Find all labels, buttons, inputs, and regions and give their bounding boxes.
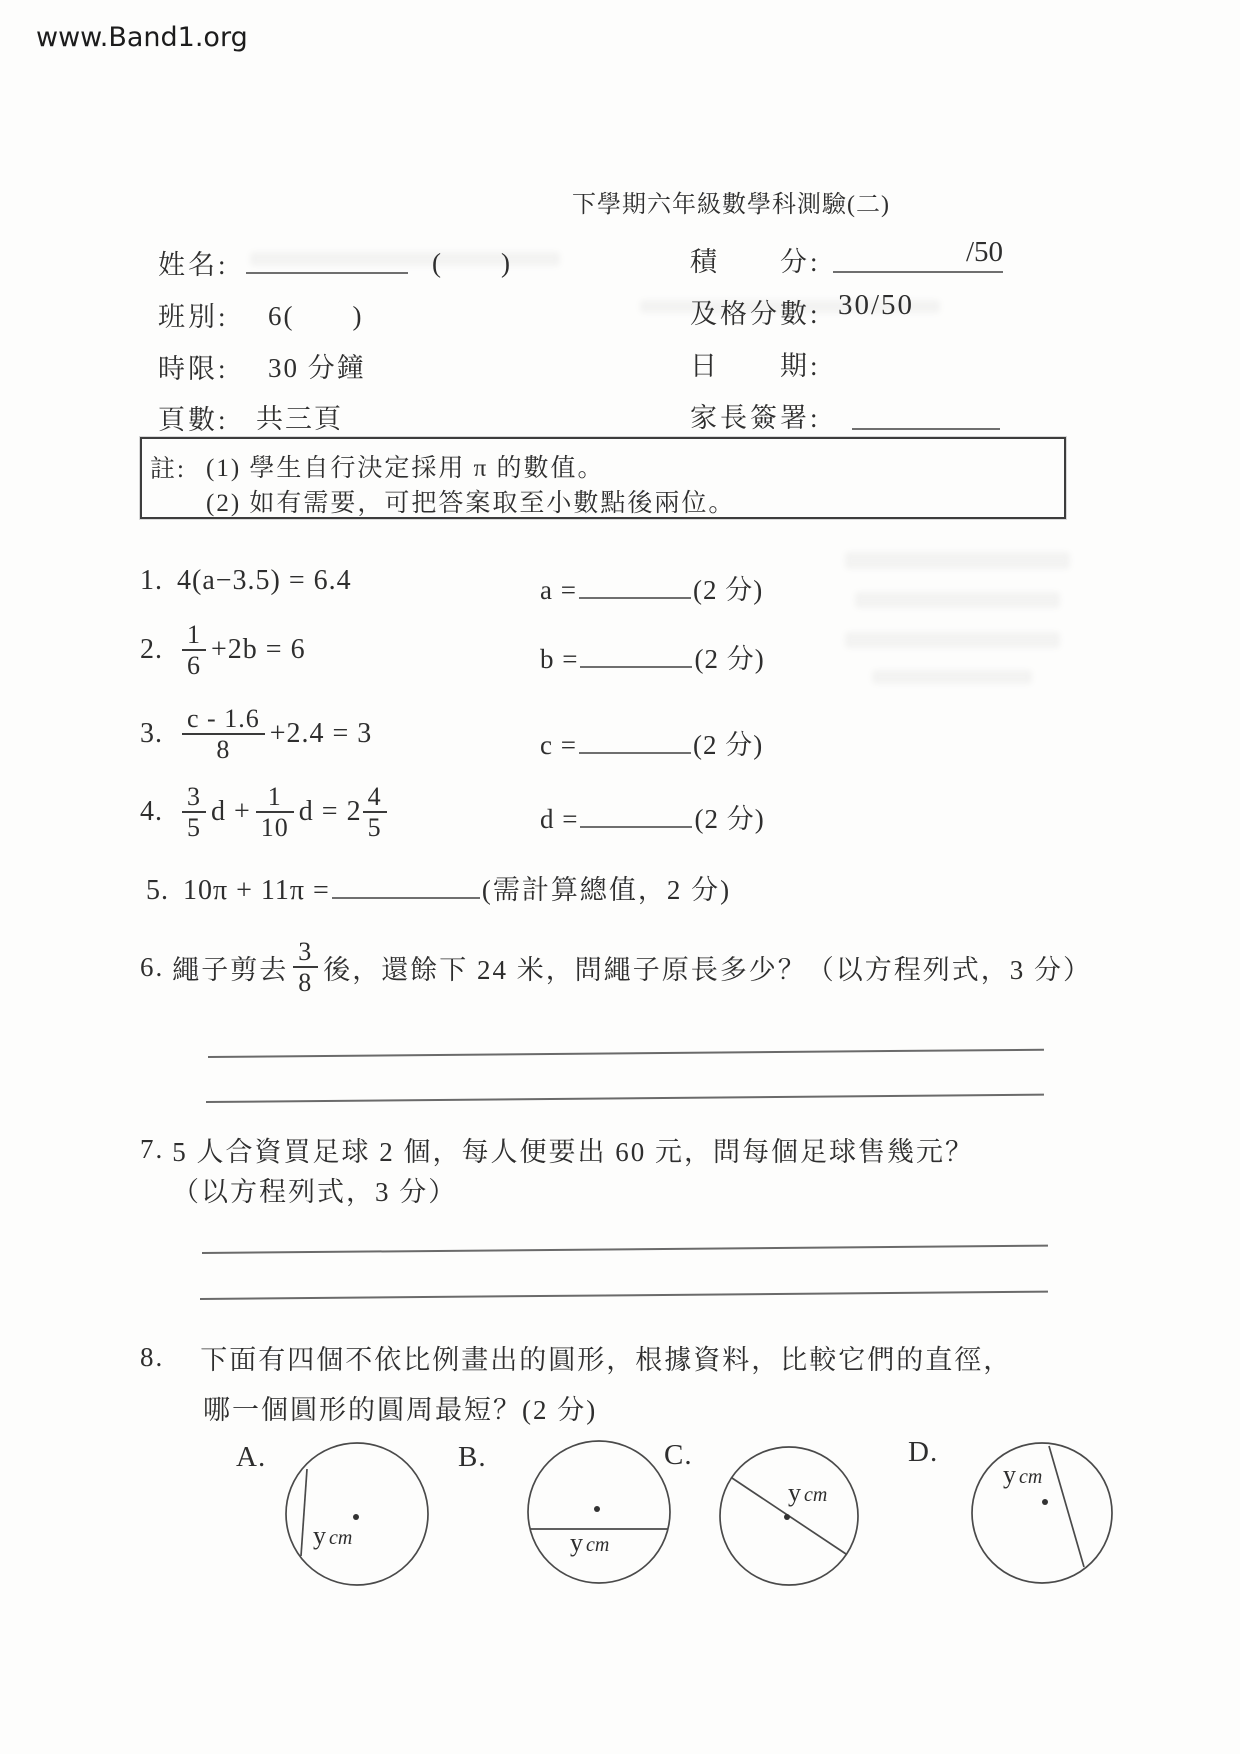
circle-b — [528, 1441, 670, 1583]
note-line-2: (2) 如有需要，可把答案取至小數點後兩位。 — [206, 490, 736, 517]
answer-line — [206, 1094, 1044, 1103]
numerator: 1 — [267, 781, 282, 811]
marks-label: (2 分) — [692, 730, 764, 760]
denominator: 8 — [216, 735, 231, 764]
question-text: 後，還餘下 24 米，問繩子原長多少？（以方程列式，3 分） — [323, 954, 1092, 985]
question-number: 3. — [140, 718, 163, 749]
equation: +2b = 6 — [211, 634, 306, 665]
answer-prefix: d = — [540, 804, 579, 834]
answer-blank — [579, 577, 691, 599]
question-1 — [140, 565, 352, 597]
question-2 — [140, 612, 306, 688]
measure-label-d: y cm — [1003, 1460, 1043, 1489]
pages-label: 頁數: — [158, 405, 229, 435]
fraction — [293, 937, 318, 997]
question-5 — [146, 868, 731, 907]
site-watermark: www.Band1.org — [36, 22, 248, 53]
date-label: 日 期: — [690, 351, 821, 381]
question-number: 1. — [140, 565, 163, 596]
denominator: 10 — [260, 813, 289, 842]
score-blank-line — [833, 236, 1003, 273]
answer-prefix: a = — [540, 575, 577, 605]
answer-line — [200, 1291, 1048, 1300]
circle-a — [286, 1443, 428, 1585]
question-text: 繩子剪去 — [172, 954, 289, 985]
numerator: 4 — [367, 781, 382, 811]
question-4 — [140, 770, 392, 854]
fraction — [182, 704, 265, 764]
circle-c-center-dot — [784, 1514, 790, 1520]
fraction — [363, 782, 387, 842]
question-8 — [140, 1338, 1012, 1377]
scan-bleed-artifact — [845, 552, 1070, 569]
denominator: 5 — [187, 813, 201, 842]
option-label-b: B. — [458, 1441, 487, 1473]
parent-signature-label: 家長簽署: — [690, 403, 821, 433]
circle-d-chord — [1049, 1446, 1084, 1567]
question-3 — [140, 692, 372, 776]
measure-label-a: y cm — [313, 1521, 353, 1550]
question-text: 下面有四個不依比例畫出的圓形，根據資料，比較它們的直徑， — [200, 1345, 1013, 1375]
note-line-1: (1) 學生自行決定採用 π 的數值。 — [206, 455, 605, 482]
name-label: 姓名: — [158, 250, 229, 280]
answer-3 — [540, 723, 763, 762]
fraction — [256, 782, 294, 842]
question-text: 5 人合資買足球 2 個，每人便要出 60 元，問每個足球售幾元？ — [172, 1137, 974, 1167]
circle-a-center-dot — [353, 1514, 359, 1520]
question-7-line-2: （以方程列式，3 分） — [172, 1177, 458, 1207]
circle-b-center-dot — [594, 1506, 600, 1512]
answer-4 — [540, 797, 765, 836]
question-number: 4. — [140, 796, 163, 827]
equation: d + — [211, 796, 251, 827]
answer-prefix: b = — [540, 644, 579, 674]
numerator: 3 — [187, 781, 201, 811]
denominator: 8 — [298, 968, 314, 997]
question-number: 8. — [140, 1342, 165, 1372]
answer-blank — [332, 877, 480, 899]
name-blank-line — [246, 246, 408, 274]
question-6 — [140, 928, 1092, 1006]
marks-label: (2 分) — [692, 575, 764, 605]
scan-bleed-artifact — [855, 592, 1060, 608]
notes-label: 註: — [150, 456, 186, 483]
score-total: /50 — [965, 236, 1003, 268]
time-limit-value: 30 分鐘 — [268, 353, 366, 383]
question-number: 2. — [140, 634, 163, 665]
name-parens: ( ) — [432, 248, 512, 278]
measure-label-c: y cm — [788, 1478, 828, 1507]
question-8-line-2: 哪一個圓形的圓周最短？(2 分) — [203, 1395, 598, 1425]
equation: d = 2 — [298, 796, 362, 827]
marks-label: (需計算總值，2 分) — [481, 875, 732, 905]
equation: +2.4 = 3 — [269, 718, 373, 749]
question-number: 5. — [146, 875, 169, 906]
numerator: 3 — [298, 936, 314, 966]
circle-a-chord — [301, 1469, 307, 1556]
answer-line — [208, 1049, 1044, 1058]
answer-blank — [579, 732, 691, 754]
pass-score-value: 30/50 — [838, 289, 915, 321]
class-value: 6( ) — [268, 301, 364, 331]
denominator: 6 — [187, 651, 201, 680]
option-label-d: D. — [908, 1436, 939, 1468]
answer-blank — [580, 806, 692, 828]
question-number: 6. — [140, 951, 165, 982]
answer-prefix: c = — [540, 730, 577, 760]
equation: 10π + 11π = — [183, 875, 330, 906]
marks-label: (2 分) — [694, 804, 765, 834]
notes-box — [140, 437, 1066, 519]
circle-options-figure — [0, 1425, 1240, 1745]
equation: 4(a−3.5) = 6.4 — [177, 565, 352, 596]
denominator: 5 — [367, 813, 382, 842]
score-label: 積 分: — [690, 247, 821, 277]
answer-line — [202, 1245, 1048, 1254]
pages-value: 共三頁 — [256, 404, 343, 434]
measure-label-b: y cm — [570, 1528, 610, 1557]
numerator: c - 1.6 — [187, 703, 260, 733]
scan-bleed-artifact — [872, 670, 1032, 684]
option-label-a: A. — [236, 1441, 267, 1473]
numerator: 1 — [187, 619, 201, 649]
answer-blank — [580, 646, 692, 668]
answer-1 — [540, 568, 763, 607]
option-label-c: C. — [664, 1439, 693, 1471]
marks-label: (2 分) — [694, 644, 765, 674]
fraction — [182, 782, 206, 842]
answer-2 — [540, 637, 765, 676]
class-label: 班別: — [158, 302, 229, 332]
scan-bleed-artifact — [845, 632, 1060, 648]
pass-score-label: 及格分數: — [690, 299, 821, 329]
question-number: 7. — [140, 1134, 165, 1164]
fraction — [182, 620, 206, 680]
signature-blank-line — [852, 402, 1000, 430]
time-limit-label: 時限: — [158, 354, 229, 384]
circle-d-center-dot — [1042, 1499, 1048, 1505]
question-7 — [140, 1130, 974, 1169]
exam-title: 下學期六年級數學科測驗(二) — [572, 192, 890, 218]
